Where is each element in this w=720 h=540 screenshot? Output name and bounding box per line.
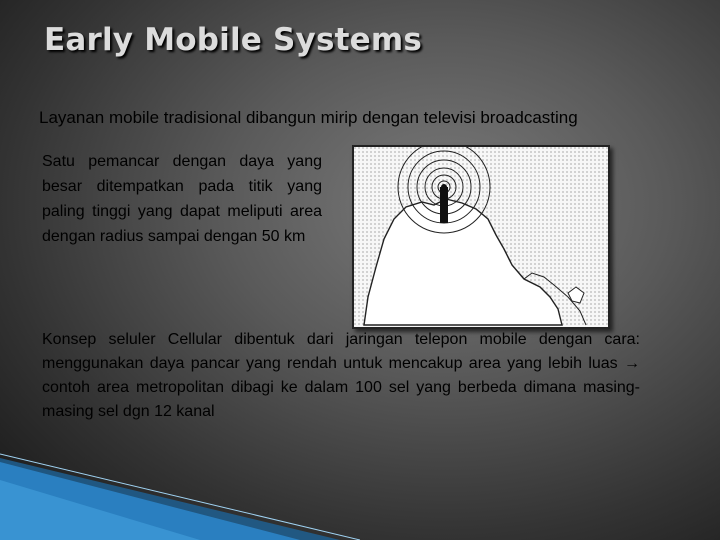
transmitter-tower bbox=[440, 187, 448, 223]
map-illustration bbox=[354, 147, 608, 327]
slide-title: Early Mobile Systems bbox=[44, 22, 422, 58]
paragraph-single-transmitter: Satu pemancar dengan daya yang besar ditempatkan pada titik yang paling tinggi yang dapat meliputi area dengan radius sampai dengan 50 km bbox=[42, 153, 322, 245]
slide-subtitle: Layanan mobile tradisional dibangun mirip dengan televisi broadcasting bbox=[39, 108, 578, 127]
paragraph-cellular-concept: Konsep seluler Cellular dibentuk dari jaringan telepon mobile dengan cara: menggunakan daya pancar yang rendah untuk mencakup area yang lebih luas → contoh area metropolitan dibagi ke dalam 100 sel yang berbeda dimana masing-masing sel dgn 12 kanal bbox=[42, 331, 640, 420]
decorative-bottom-accent bbox=[0, 440, 360, 540]
broadcast-coverage-map bbox=[352, 145, 610, 329]
